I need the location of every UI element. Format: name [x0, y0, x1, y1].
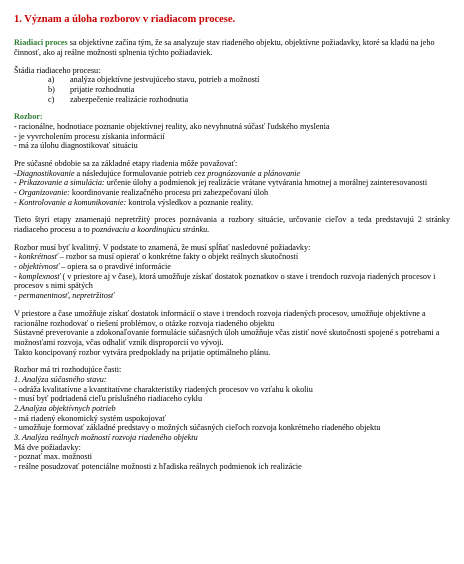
stage2-item	[14, 188, 450, 198]
stage2-item	[14, 178, 450, 188]
quality-title: Rozbor musí byť kvalitný. V podstate to znamená, že musí spĺňať nasledovné požiadavky:	[14, 242, 311, 252]
list-marker: c)	[48, 94, 55, 104]
space-paragraph-line: Takto koncipovaný rozbor vytvára predpoklady na prijatie optimálneho plánu.	[14, 347, 271, 357]
stage2-text: koordinovanie realizačného procesu pri zabezpečovaní úloh	[69, 188, 269, 198]
list-item	[14, 85, 450, 95]
space-paragraph-line: V priestore a čase umožňuje získať dostatok informácií o stave i trendoch rozvoja riadených procesov, umožňuje objektívne a racionálne rozhodovať o riešení problémov, o otázke rozvoja riadeného objektu	[14, 308, 426, 328]
list-item-text: zabezpečenie realizácie rozhodnutia	[70, 94, 189, 104]
paragraph-text: Tieto štyri etapy znamenajú nepretržitý proces poznávania a rozbory situácie, určovanie cieľov a teda predstavujú 2 stránky riadiaceho procesu a to	[14, 215, 450, 235]
stage2-item	[14, 169, 450, 179]
quality-term: - permanentnosť, nepretržitosť	[14, 291, 115, 301]
stage2-text: a následujúce formulovanie potrieb cez	[74, 168, 208, 178]
quality-text: – opiera sa o pravdivé informácie	[59, 262, 171, 272]
quality-term: - objektívnosť	[14, 262, 60, 272]
rozbor-label: Rozbor:	[14, 112, 43, 122]
stage2-term: -Diagnostikovanie	[14, 168, 75, 178]
stage2-term: - Prikazovanie a simulácia:	[14, 178, 105, 188]
list-item-text: analýza objektívne jestvujúceho stavu, potrieb a možností	[70, 75, 260, 85]
quality-term: - konkrétnosť	[14, 252, 58, 262]
task-line: - odráža kvalitatívne a kvantitatívne charakteristiky riadených procesov vo vzťahu k okoliu	[14, 384, 313, 394]
stages2-title: Pre súčasné obdobie sa za základné etapy riadenia môže považovať:	[14, 159, 238, 169]
stages-list	[14, 75, 450, 104]
quality-text: ( v priestore aj v čase), ktorá umožňuje získať dostatok poznatkov o stave i trendoch rozvoja riadených procesov i procesov s nimi spätých	[14, 271, 436, 291]
rozbor-line: - je vyvrcholením procesu získania informácií	[14, 131, 165, 141]
task-line: - musí byť podriadená cieľu príslušného riadiaceho cyklu	[14, 394, 203, 404]
quality-text: – rozbor sa musí opierať o konkrétne fakty o objekt reálnych skutočností	[57, 252, 299, 262]
task-line: 2.Analýza objektívnych potrieb	[14, 403, 116, 413]
stage2-item	[14, 198, 450, 208]
stage2-text: určenie úlohy a podmienok jej realizácie vrátane vytvárania hmotnej a morálnej zainteresovanosti	[104, 178, 428, 188]
task-line: - umožňuje formovať základné predstavy o možných súčasných cieľoch rozvoja konkrétneho riadeného objektu	[14, 423, 381, 433]
quality-item	[14, 252, 450, 262]
stage2-term: - Kontrolovanie a komunikovanie:	[14, 197, 127, 207]
stages-summary-paragraph	[14, 215, 450, 234]
intro-text: sa objektívne začína tým, že sa analyzuje stav riadeného objektu, objektívne požiadavky, ktoré sa kladú na jeho činnosť, ako aj reálne možnosti splnenia týchto požiadaviek.	[14, 38, 435, 58]
intro-paragraph	[14, 38, 450, 57]
quality-item	[14, 272, 450, 291]
tasks-title: Rozbor má tri rozhodujúce časti:	[14, 365, 122, 375]
stage2-term: prognózovanie a plánovanie	[207, 168, 301, 178]
list-item	[14, 95, 450, 105]
task-line: - poznať max. možnosti	[14, 452, 93, 462]
task-line: Má dve požiadavky:	[14, 442, 81, 452]
task-line: - má riadený ekonomický systém uspokojovať	[14, 413, 166, 423]
list-marker: b)	[48, 85, 55, 95]
task-line: 1. Analýza súčasného stavu:	[14, 374, 107, 384]
task-line: - reálne posudzovať potenciálne možnosti z hľadiska reálnych podmienok ich realizácie	[14, 461, 302, 471]
stage2-term: - Organizovanie:	[14, 188, 70, 198]
intro-term: Riadiaci proces	[14, 38, 68, 48]
list-item	[14, 75, 450, 85]
list-marker: a)	[48, 75, 55, 85]
quality-item	[14, 291, 450, 301]
rozbor-line: - má za úlohu diagnostikovať situáciu	[14, 141, 138, 151]
quality-term: - komplexnosť	[14, 271, 61, 281]
section-heading: 1. Význam a úloha rozborov v riadiacom procese.	[14, 14, 236, 25]
paragraph-emphasis: poznávaciu a koordinujúcu stránku.	[91, 225, 210, 235]
stages-title: Štádia riadiaceho procesu:	[14, 65, 101, 75]
quality-item	[14, 262, 450, 272]
space-paragraph-line: Sústavné preverovanie a zdokonaľovanie formulácie súčasných úloh umožňuje včas zistiť nové skutočnosti spojené s potrebami a možnosťami rozvoja, včas odhaliť vznik disproporcií vo vývoji.	[14, 328, 440, 347]
stage2-text: kontrola výsledkov a poznanie reality.	[126, 197, 254, 207]
rozbor-line: - racionálne, hodnotiace poznanie objektívnej reality, ako nevyhnutná súčasť ľudského myslenia	[14, 122, 330, 132]
list-item-text: prijatie rozhodnutia	[70, 85, 135, 95]
task-line: 3. Analýza reálnych možností rozvoja riadeného objektu	[14, 432, 198, 442]
